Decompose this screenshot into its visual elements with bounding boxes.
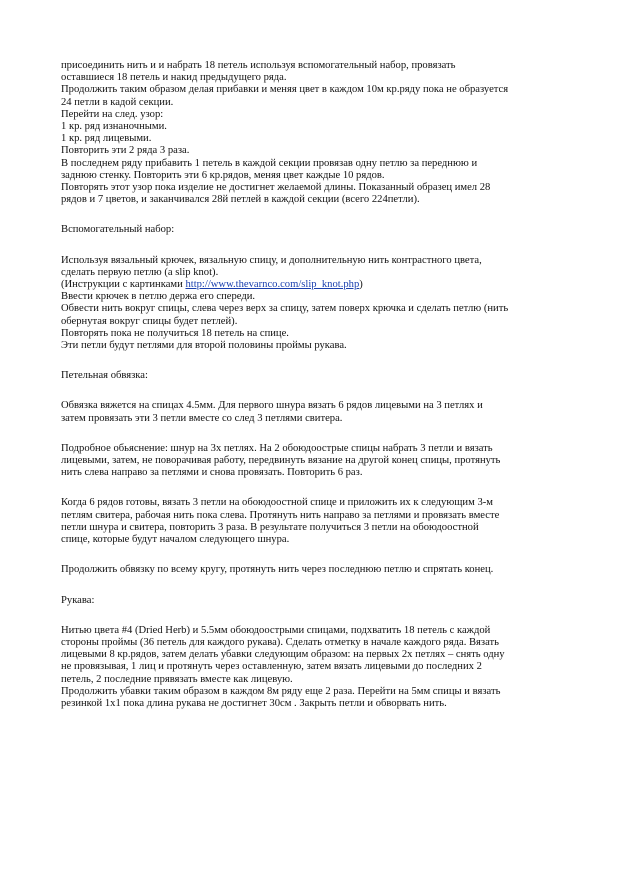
text-line: резинкой 1х1 пока длина рукава не достигнет 30см . Закрыть петли и обворвать нить. — [61, 697, 447, 709]
text-line: Продолжить убавки таким образом в каждом 8м ряду еще 2 раза. Перейти на 5мм спицы и вязать — [61, 685, 501, 697]
text-line: оставшиеся 18 петель и накид предыдущего ряда. — [61, 72, 287, 84]
text-line: обернутая вокруг спицы будет петлей). — [61, 315, 238, 327]
text-line: петель, 2 последние прявязать вместе как лицевую. — [61, 673, 293, 685]
text-line: Когда 6 рядов готовы, вязать 3 петли на обоюдоостной спице и приложить их к следующим 3-м — [61, 497, 493, 509]
spacer — [61, 479, 601, 491]
text-line: Обвязка вяжется на спицах 4.5мм. Для первого шнура вязать 6 рядов лицевыми на 3 петлях и — [61, 400, 483, 412]
text-line: рядов и 7 цветов, и заканчивался 28й петлей в каждой секции (всего 224петли). — [61, 194, 420, 206]
text-line: Обвести нить вокруг спицы, слева через верх за спицу, затем поверх крючка и сделать петлю (нить — [61, 303, 509, 315]
text-line: присоединить нить и и набрать 18 петель используя вспомогательный набор, провязать — [61, 60, 456, 71]
text-line: заднюю стенку. Повторить эти 6 кр.рядов, меняя цвет каждые 10 рядов. — [61, 169, 385, 181]
text-line: нить слева направо за петлями и снова провязать. Повторить 6 раз. — [61, 467, 363, 479]
spacer — [61, 206, 601, 218]
edging-paragraph-1 — [61, 400, 601, 424]
text-line: затем провязать эти 3 петли вместе со след 3 петлями свитера. — [61, 412, 343, 424]
text-line: Перейти на след. узор: — [61, 108, 164, 120]
text-line: Эти петли будут петлями для второй половины проймы рукава. — [61, 340, 347, 352]
aux-cast-on-paragraph — [61, 255, 601, 353]
section-heading-sleeves: Рукава: — [61, 594, 95, 606]
edging-paragraph-3 — [61, 497, 601, 546]
spacer — [61, 577, 601, 589]
text-line: Повторять пока не получиться 18 петель на спице. — [61, 327, 289, 339]
text-line: Используя вязальный крючек, вязальную спицу, и дополнительную нить контрастного цвета, — [61, 254, 482, 266]
spacer — [61, 425, 601, 437]
section-heading-aux-cast-on: Вспомогательный набор: — [61, 224, 175, 236]
section-heading-edging: Петельная обвязка: — [61, 370, 148, 382]
text-line: лицевыми 8 кр.рядов, затем делать убавки следующим образом: на первых 2х петлях – снять одну — [61, 649, 505, 661]
text-line: 1 кр. ряд лицевыми. — [61, 133, 152, 145]
text-line: Нитью цвета #4 (Dried Herb) и 5.5мм обоюдоострыми спицами, подхватить 18 петель с каждой — [61, 624, 491, 636]
text-line: сделать первую петлю (a slip knot). — [61, 266, 219, 278]
link-prefix: (Инструкции с картинками — [61, 279, 186, 291]
instructions-link-line — [61, 279, 601, 291]
edging-paragraph-4 — [61, 564, 601, 576]
text-line: стороны проймы (36 петель для каждого рукава). Сделать отметку в начале каждого ряда. Вязать — [61, 636, 500, 648]
link-suffix: ) — [359, 279, 363, 291]
text-line: петлям свитера, рабочая нить пока слева. Протянуть нить направо за петлями и провязать вместе — [61, 509, 500, 521]
text-line: Повторить эти 2 ряда 3 раза. — [61, 145, 190, 157]
text-line: Повторять этот узор пока изделие не достигнет желаемой длины. Показанный образец имел 28 — [61, 182, 491, 194]
text-line: Ввести крючек в петлю держа его спереди. — [61, 291, 256, 303]
slip-knot-link[interactable]: http://www.thevarnco.com/slip_knot.php — [185, 279, 360, 291]
spacer — [61, 546, 601, 558]
spacer — [61, 352, 601, 364]
text-line: В последнем ряду прибавить 1 петель в каждой секции провязав одну петлю за переднюю и — [61, 157, 478, 169]
text-line: Подробное обьяснение: шнур на 3х петлях. На 2 обоюдоострые спицы набрать 3 петли и вязать — [61, 442, 493, 454]
spacer — [61, 607, 601, 619]
text-line: не провязывая, 1 лиц и протянуть через оставленную, затем вязать лицевыми до последних 2 — [61, 661, 482, 673]
sleeves-paragraph — [61, 625, 601, 710]
pattern-paragraph — [61, 60, 601, 206]
document-body — [61, 60, 601, 710]
text-line: спице, которые будут началом следующего шнура. — [61, 534, 290, 546]
text-line: 24 петли в кадой секции. — [61, 96, 174, 108]
text-line: лицевыми, затем, не поворачивая работу, передвинуть вязание на другой конец спицы, протянуть — [61, 455, 501, 467]
spacer — [61, 382, 601, 394]
text-line: Продолжить обвязку по всему кругу, протянуть нить через последнюю петлю и спрятать конец. — [61, 564, 494, 576]
text-line: петли шнура и свитера, повторить 3 раза. В результате получиться 3 петли на обоюдоостной — [61, 521, 479, 533]
text-line: Продолжить таким образом делая прибавки и меняя цвет в каждом 10м кр.ряду пока не образуется — [61, 84, 509, 96]
spacer — [61, 237, 601, 249]
edging-paragraph-2 — [61, 443, 601, 480]
text-line: 1 кр. ряд изнаночными. — [61, 121, 167, 133]
